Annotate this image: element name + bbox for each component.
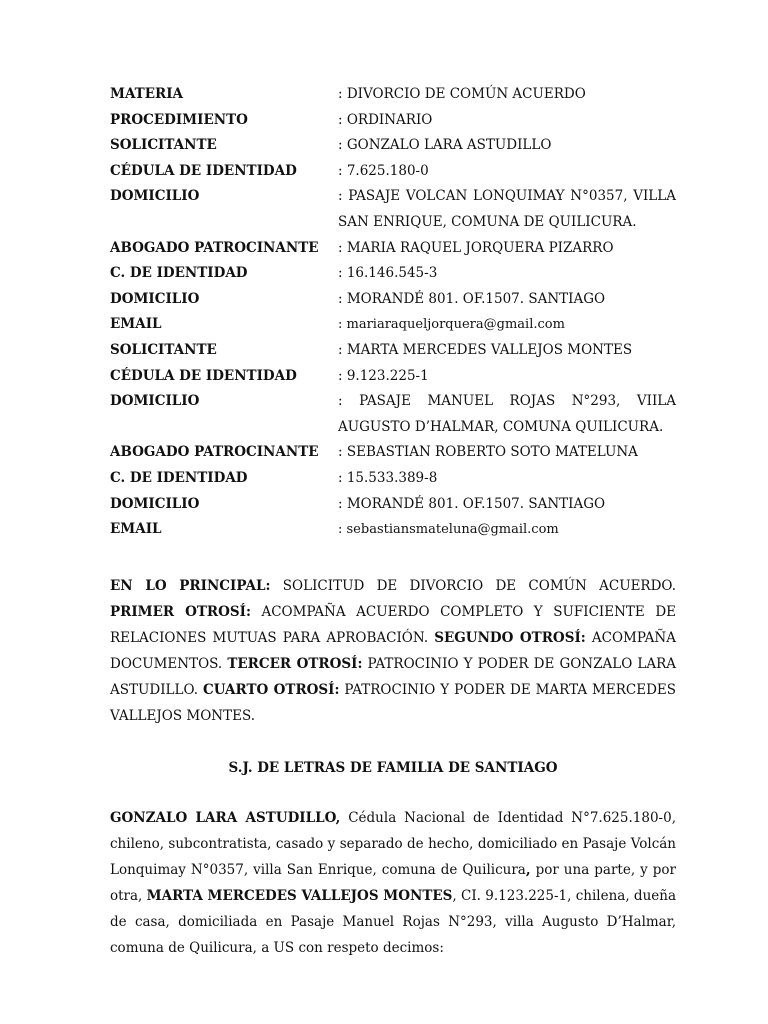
field-value: : MORANDÉ 801. OF.1507. SANTIAGO bbox=[338, 290, 606, 307]
body-text-2: por una parte, y por otra, bbox=[110, 861, 676, 904]
tercer-otrosi-label: TERCER OTROSÍ: bbox=[227, 655, 363, 672]
field-value: : 15.533.389-8 bbox=[338, 469, 438, 486]
field-label: C. DE IDENTIDAD bbox=[110, 469, 248, 486]
field-label: CÉDULA DE IDENTIDAD bbox=[110, 367, 297, 384]
tercer-otrosi-text: PATROCINIO Y PODER DE GONZALO LARA ASTUDILLO. bbox=[110, 655, 676, 698]
party-name-1: GONZALO LARA ASTUDILLO, bbox=[110, 809, 341, 826]
field-row-domicilio-abogado-2 bbox=[110, 492, 676, 518]
field-row-abogado-1 bbox=[110, 236, 676, 262]
body-paragraph bbox=[110, 805, 676, 961]
field-row-domicilio-2 bbox=[110, 389, 676, 440]
case-header-fields bbox=[110, 82, 676, 543]
field-label: DOMICILIO bbox=[110, 393, 200, 410]
primer-otrosi-label: PRIMER OTROSÍ: bbox=[110, 603, 251, 620]
field-row-domicilio-abogado-1 bbox=[110, 287, 676, 313]
field-row-c-identidad-2 bbox=[110, 466, 676, 492]
field-row-solicitante-2 bbox=[110, 338, 676, 364]
field-row-c-identidad-1 bbox=[110, 261, 676, 287]
field-value: : MORANDÉ 801. OF.1507. SANTIAGO bbox=[338, 495, 606, 512]
field-row-domicilio-1 bbox=[110, 184, 676, 235]
field-label: C. DE IDENTIDAD bbox=[110, 265, 248, 282]
field-row-cedula-1 bbox=[110, 159, 676, 185]
field-value: : 9.123.225-1 bbox=[338, 367, 429, 384]
segundo-otrosi-text: ACOMPAÑA DOCUMENTOS. bbox=[110, 629, 676, 672]
field-value: : GONZALO LARA ASTUDILLO bbox=[338, 137, 552, 154]
field-row-solicitante-1 bbox=[110, 133, 676, 159]
field-row-email-2 bbox=[110, 517, 676, 543]
segundo-otrosi-label: SEGUNDO OTROSÍ: bbox=[434, 629, 586, 646]
petition-summary bbox=[110, 573, 676, 729]
field-label: SOLICITANTE bbox=[110, 137, 217, 154]
body-text-3: , CI. 9.123.225-1, chilena, dueña de casa, domiciliada en Pasaje Manuel Rojas N°293, villa Augusto D’Halmar, comuna de Quilicura, a US con respeto decimos: bbox=[110, 887, 676, 956]
body-comma: , bbox=[525, 861, 531, 878]
field-value: : PASAJE VOLCAN LONQUIMAY N°0357, VILLA SAN ENRIQUE, COMUNA DE QUILICURA. bbox=[338, 188, 676, 230]
cuarto-otrosi-text: PATROCINIO Y PODER DE MARTA MERCEDES VALLEJOS MONTES. bbox=[110, 681, 676, 724]
document-page bbox=[110, 82, 676, 974]
field-value: : DIVORCIO DE COMÚN ACUERDO bbox=[338, 86, 586, 102]
email-value: : mariaraqueljorquera@gmail.com bbox=[338, 317, 565, 333]
field-value: : 16.146.545-3 bbox=[338, 265, 438, 282]
field-value: : MARTA MERCEDES VALLEJOS MONTES bbox=[338, 341, 633, 358]
field-label: ABOGADO PATROCINANTE bbox=[110, 239, 319, 256]
field-value: : SEBASTIAN ROBERTO SOTO MATELUNA bbox=[338, 444, 638, 461]
party-name-2: MARTA MERCEDES VALLEJOS MONTES bbox=[146, 887, 453, 904]
field-label: CÉDULA DE IDENTIDAD bbox=[110, 162, 297, 179]
field-row-cedula-2 bbox=[110, 364, 676, 390]
field-value: : MARIA RAQUEL JORQUERA PIZARRO bbox=[338, 239, 614, 256]
primer-otrosi-text: ACOMPAÑA ACUERDO COMPLETO Y SUFICIENTE DE RELACIONES MUTUAS PARA APROBACIÓN. bbox=[110, 603, 677, 646]
field-label: DOMICILIO bbox=[110, 188, 200, 205]
field-row-procedimiento bbox=[110, 108, 676, 134]
cuarto-otrosi-label: CUARTO OTROSÍ: bbox=[202, 681, 340, 698]
field-value: : ORDINARIO bbox=[338, 111, 433, 128]
principal-text: SOLICITUD DE DIVORCIO DE COMÚN ACUERDO. bbox=[270, 577, 676, 594]
field-label: SOLICITANTE bbox=[110, 341, 217, 358]
court-heading: S.J. DE LETRAS DE FAMILIA DE SANTIAGO bbox=[228, 759, 558, 776]
principal-label: EN LO PRINCIPAL: bbox=[110, 577, 271, 594]
body-text-1: Cédula Nacional de Identidad N°7.625.180-0, chileno, subcontratista, casado y separado de hecho, domiciliado en Pasaje Volcán Lonquimay N°0357, villa San Enrique, comuna de Quilicura bbox=[110, 809, 676, 878]
field-label: PROCEDIMIENTO bbox=[110, 111, 248, 128]
field-label: EMAIL bbox=[110, 521, 162, 538]
field-row-email-1 bbox=[110, 312, 676, 338]
field-label: DOMICILIO bbox=[110, 290, 200, 307]
field-label: EMAIL bbox=[110, 316, 162, 333]
field-value: : PASAJE MANUEL ROJAS N°293, VIILA AUGUSTO D’HALMAR, COMUNA QUILICURA. bbox=[338, 393, 676, 435]
field-label: ABOGADO PATROCINANTE bbox=[110, 444, 319, 461]
field-row-abogado-2 bbox=[110, 440, 676, 466]
field-row-materia bbox=[110, 82, 676, 108]
email-value: : sebastiansmateluna@gmail.com bbox=[338, 522, 559, 538]
field-label: DOMICILIO bbox=[110, 495, 200, 512]
field-label: MATERIA bbox=[110, 86, 184, 102]
field-value: : 7.625.180-0 bbox=[338, 162, 429, 179]
